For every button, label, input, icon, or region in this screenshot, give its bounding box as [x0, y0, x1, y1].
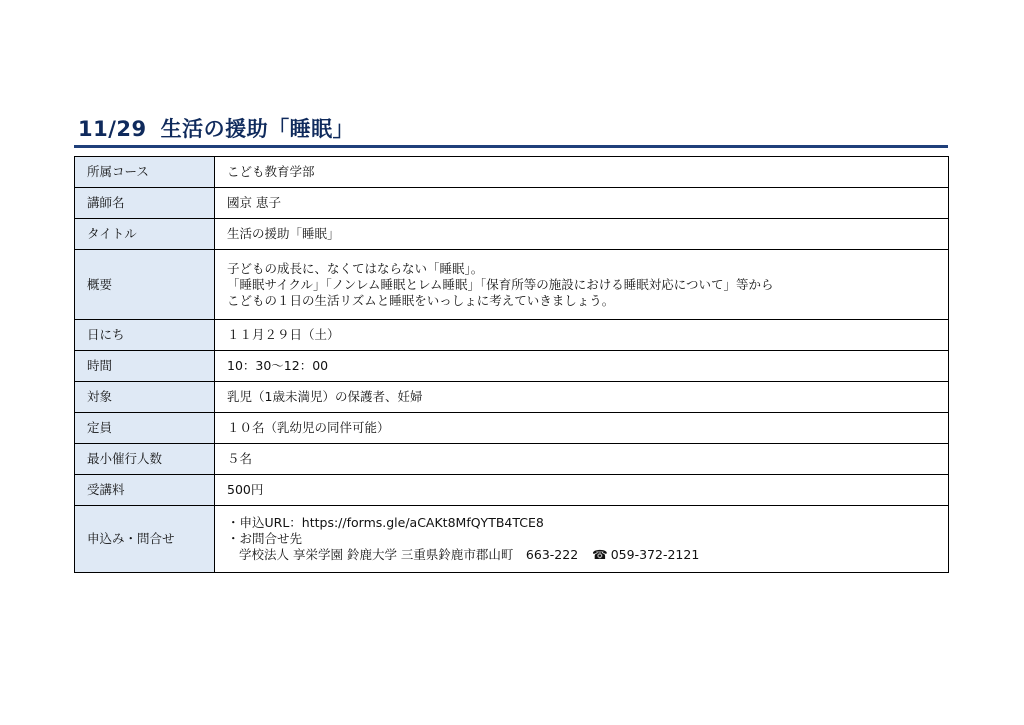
row-label: 概要 [75, 250, 215, 320]
table-row-date [75, 320, 949, 351]
overview-line: こどもの１日の生活リズムと睡眠をいっしょに考えていきましょう。 [227, 292, 615, 308]
table-row-fee [75, 475, 949, 506]
title-underline [74, 145, 948, 148]
table-row-title [75, 219, 949, 250]
inquiry-heading: ・お問合せ先 [227, 531, 303, 546]
row-value: こども教育学部 [215, 157, 949, 188]
table-row-overview [75, 250, 949, 320]
table-row-target [75, 382, 949, 413]
row-value: 10：30〜12：00 [215, 351, 949, 382]
row-value: ５名 [215, 444, 949, 475]
overview-line: 子どもの成長に、なくてはならない「睡眠」。 [227, 260, 484, 276]
info-table [74, 156, 949, 573]
table-row-contact [75, 506, 949, 573]
table-row-course [75, 157, 949, 188]
row-label: 時間 [75, 351, 215, 382]
row-label: 対象 [75, 382, 215, 413]
contact-phone: 059-372-2121 [610, 547, 700, 562]
row-value: 500円 [215, 475, 949, 506]
page-title [78, 113, 946, 143]
overview-line: 「睡眠サイクル」「ノンレム睡眠とレム睡眠」「保育所等の施設における睡眠対応について」等から [227, 276, 774, 292]
contact-address: 学校法人 享栄学園 鈴鹿大学 三重県鈴鹿市郡山町 663-222 [239, 547, 579, 562]
row-label: 受講料 [75, 475, 215, 506]
title-date: 11/29 [78, 117, 147, 141]
row-label: 定員 [75, 413, 215, 444]
row-value: 乳児（1歳未満児）の保護者、妊婦 [215, 382, 949, 413]
phone-icon: ☎ [592, 547, 608, 562]
row-value: １０名（乳幼児の同伴可能） [215, 413, 949, 444]
table-row-instructor [75, 188, 949, 219]
table-row-capacity [75, 413, 949, 444]
table-row-minimum [75, 444, 949, 475]
row-label: 申込み・問合せ [75, 506, 215, 573]
overview-text [215, 250, 949, 320]
title-text: 生活の援助「睡眠」 [160, 117, 355, 141]
contact-details [215, 506, 949, 573]
row-label: 講師名 [75, 188, 215, 219]
row-value: １１月２９日（土） [215, 320, 949, 351]
row-label: 所属コース [75, 157, 215, 188]
row-label: 日にち [75, 320, 215, 351]
row-value: 生活の援助「睡眠」 [215, 219, 949, 250]
row-value: 國京 恵子 [215, 188, 949, 219]
row-label: 最小催行人数 [75, 444, 215, 475]
contact-address-line [227, 547, 936, 563]
table-row-time [75, 351, 949, 382]
apply-url[interactable]: ・申込URL：https://forms.gle/aCAKt8MfQYTB4TCE8 [227, 515, 544, 530]
row-label: タイトル [75, 219, 215, 250]
